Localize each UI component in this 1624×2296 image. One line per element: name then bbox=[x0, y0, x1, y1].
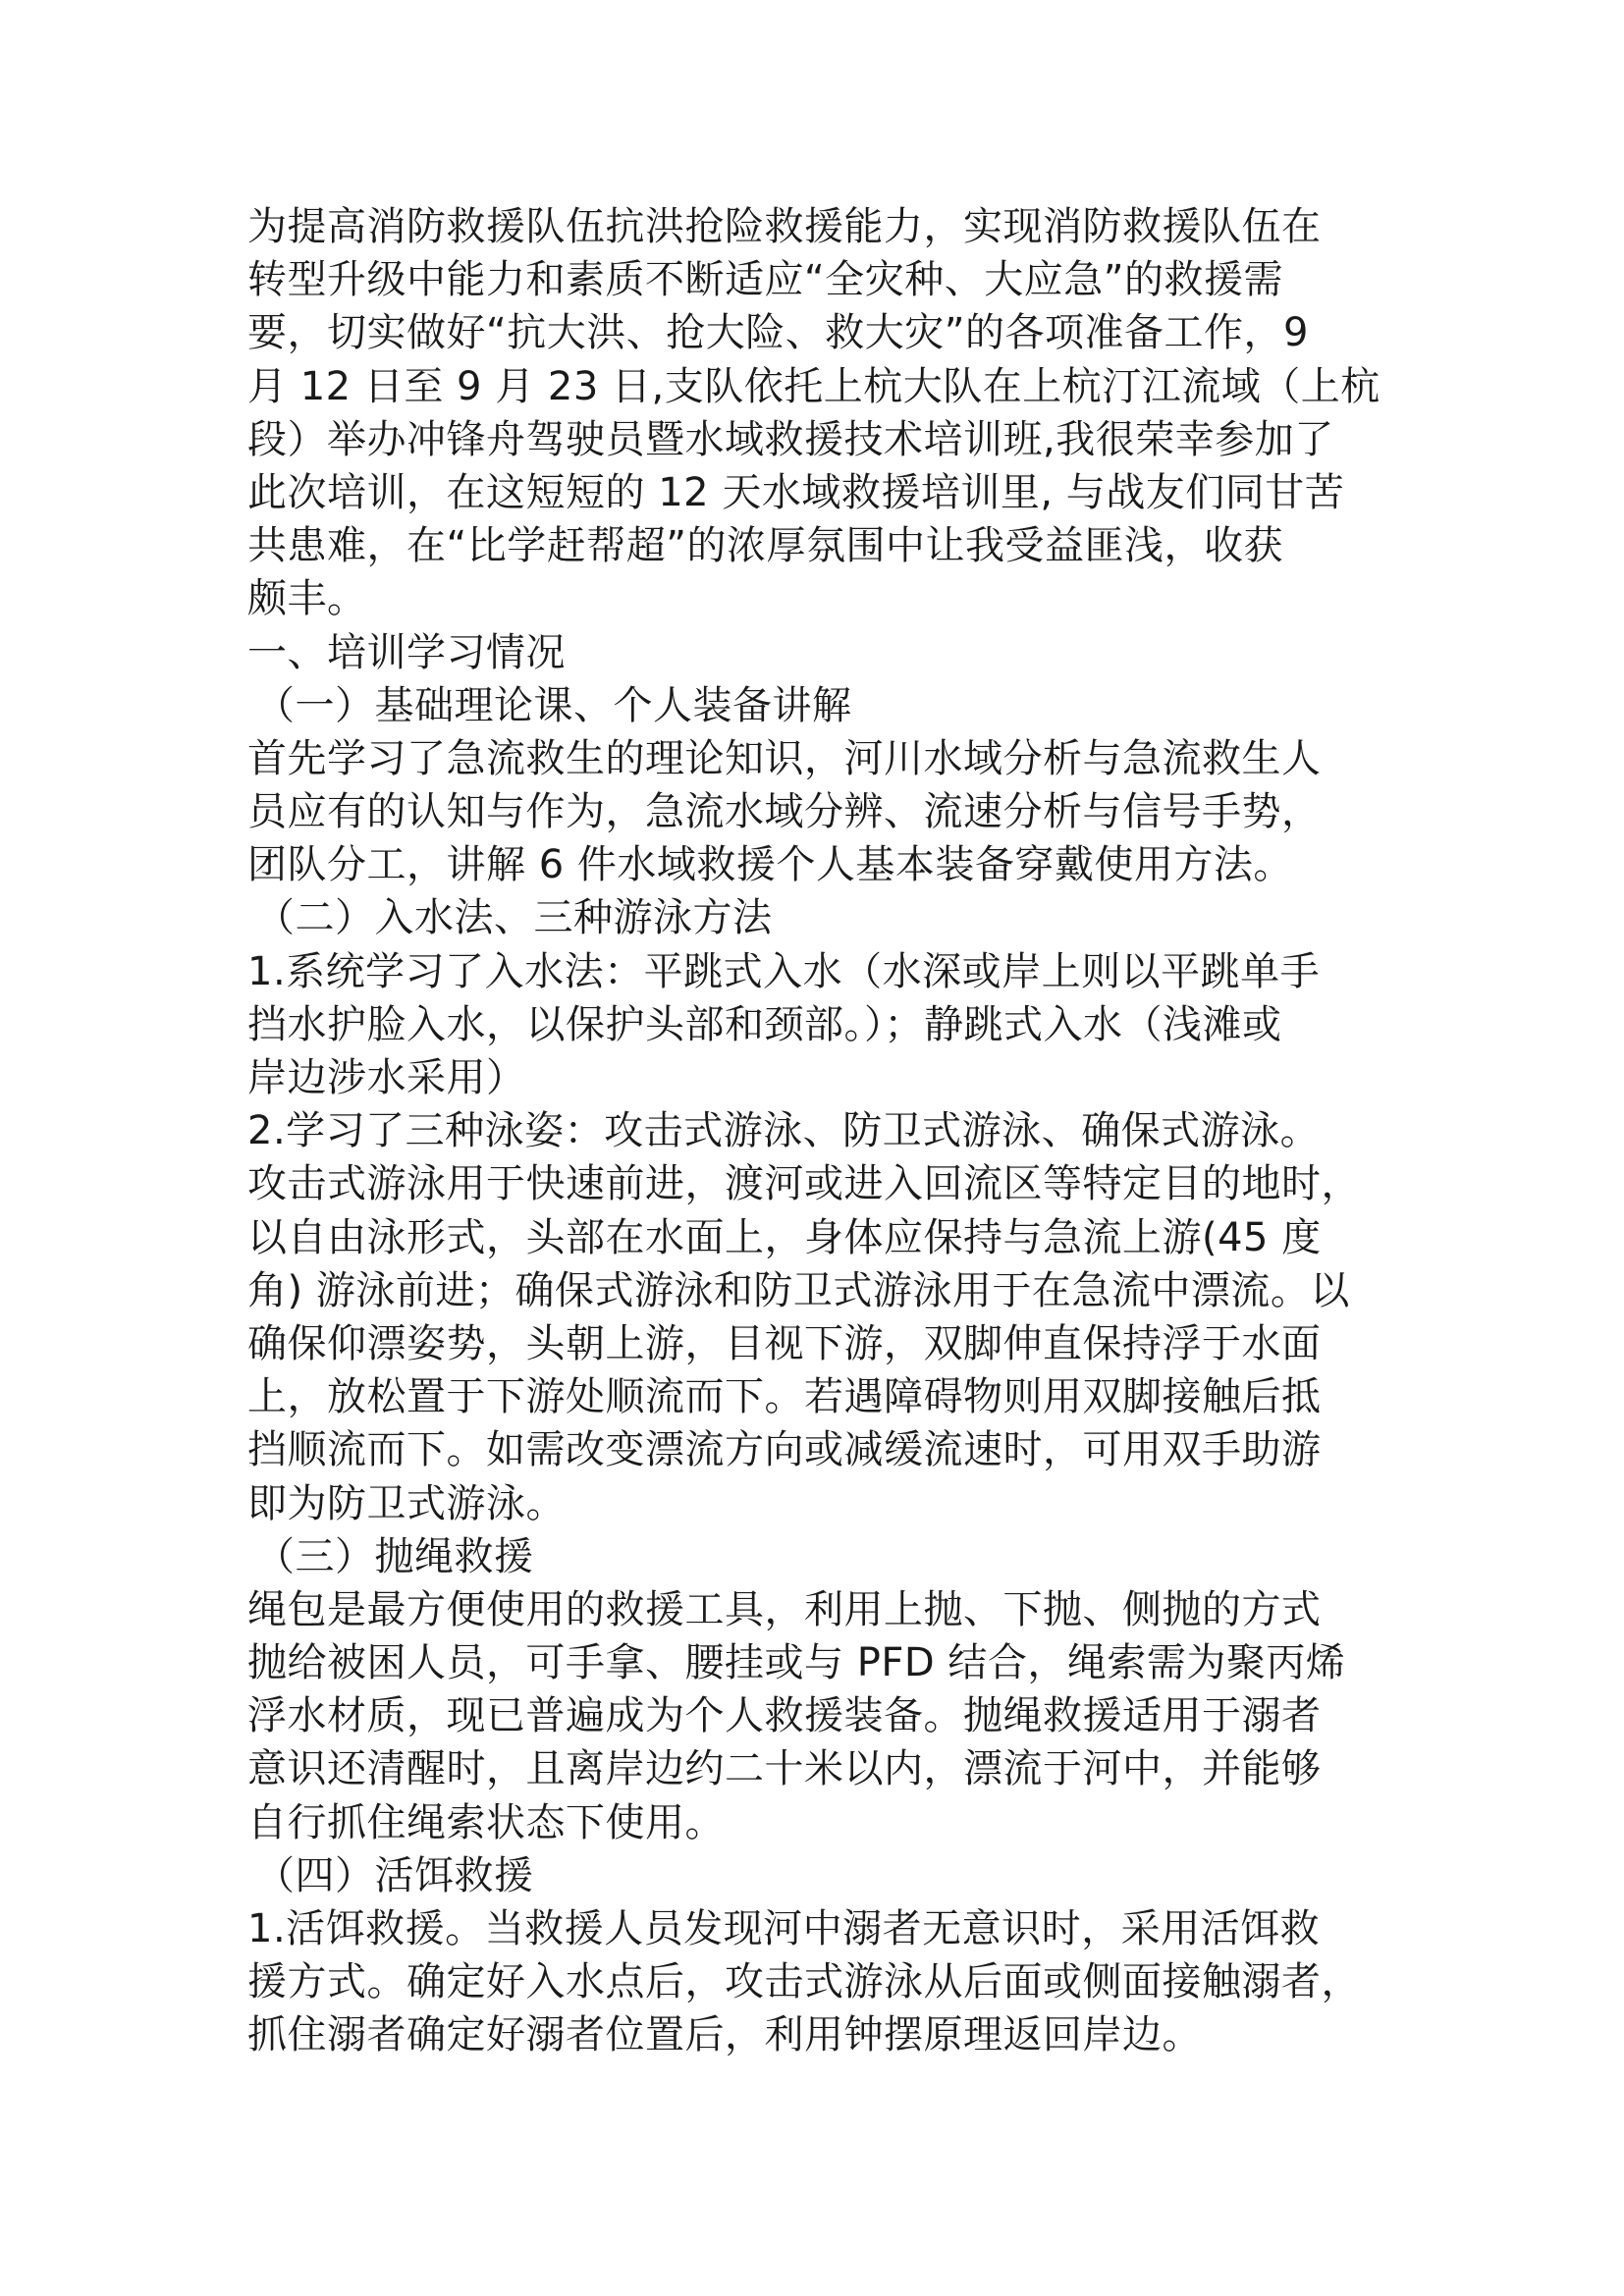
paragraph-line: 员应有的认知与作为，急流水域分辨、流速分析与信号手势， bbox=[247, 789, 1322, 835]
paragraph-line: 岸边涉水采用） bbox=[247, 1055, 526, 1100]
paragraph-line: 即为防卫式游泳。 bbox=[247, 1480, 566, 1526]
subsection-heading: （三）抛绳救援 bbox=[255, 1533, 534, 1579]
paragraph-line: 首先学习了急流救生的理论知识，河川水域分析与急流救生人 bbox=[247, 735, 1322, 781]
subsection-heading: （一）基础理论课、个人装备讲解 bbox=[255, 682, 852, 728]
paragraph-line: 月 12 日至 9 月 23 日,支队依托上杭大队在上杭汀江流域（上杭 bbox=[247, 363, 1380, 409]
paragraph-line: 共患难，在“比学赶帮超”的浓厚氛围中让我受益匪浅，收获 bbox=[247, 523, 1283, 569]
paragraph-line: 挡顺流而下。如需改变漂流方向或减缓流速时，可用双手助游 bbox=[247, 1427, 1322, 1473]
paragraph-line: 抛给被困人员，可手拿、腰挂或与 PFD 结合，绳索需为聚丙烯 bbox=[247, 1640, 1346, 1686]
paragraph-line: 1.系统学习了入水法：平跳式入水（水深或岸上则以平跳单手 bbox=[247, 948, 1321, 994]
paragraph-line: 抓住溺者确定好溺者位置后，利用钟摆原理返回岸边。 bbox=[247, 2012, 1202, 2058]
subsection-heading: （二）入水法、三种游泳方法 bbox=[255, 895, 773, 941]
paragraph-line: 援方式。确定好入水点后，攻击式游泳从后面或侧面接触溺者， bbox=[247, 1959, 1361, 2005]
paragraph-line: 浮水材质，现已普遍成为个人救援装备。抛绳救援适用于溺者 bbox=[247, 1693, 1322, 1739]
paragraph-line: 以自由泳形式，头部在水面上，身体应保持与急流上游(45 度 bbox=[247, 1214, 1322, 1260]
document-body bbox=[247, 200, 1386, 2062]
paragraph-line: 颇丰。 bbox=[247, 576, 367, 622]
paragraph-line: 意识还清醒时，且离岸边约二十米以内，漂流于河中，并能够 bbox=[247, 1746, 1322, 1792]
paragraph-line: 挡水护脸入水，以保护头部和颈部。）；静跳式入水（浅滩或 bbox=[247, 1001, 1282, 1047]
subsection-heading: （四）活饵救援 bbox=[255, 1852, 534, 1898]
paragraph-line: 角) 游泳前进；确保式游泳和防卫式游泳用于在急流中漂流。以 bbox=[247, 1267, 1350, 1313]
paragraph-line: 团队分工，讲解 6 件水域救援个人基本装备穿戴使用方法。 bbox=[247, 842, 1293, 888]
paragraph-line: 段）举办冲锋舟驾驶员暨水域救援技术培训班,我很荣幸参加了 bbox=[247, 416, 1334, 462]
paragraph-line: 自行抓住绳索状态下使用。 bbox=[247, 1799, 725, 1845]
paragraph-line: 1.活饵救援。当救援人员发现河中溺者无意识时，采用活饵救 bbox=[247, 1906, 1321, 1951]
paragraph-line: 2.学习了三种泳姿：攻击式游泳、防卫式游泳、确保式游泳。 bbox=[247, 1108, 1321, 1154]
paragraph-line: 攻击式游泳用于快速前进，渡河或进入回流区等特定目的地时， bbox=[247, 1161, 1361, 1207]
paragraph-line: 绳包是最方便使用的救援工具，利用上抛、下抛、侧抛的方式 bbox=[247, 1586, 1322, 1632]
section-heading: 一、培训学习情况 bbox=[247, 629, 566, 675]
paragraph-line: 转型升级中能力和素质不断适应“全灾种、大应急”的救援需 bbox=[247, 257, 1283, 303]
paragraph-line: 要，切实做好“抗大洪、抢大险、救大灾”的各项准备工作，9 bbox=[247, 310, 1309, 356]
paragraph-line: 此次培训，在这短短的 12 天水域救援培训里, 与战友们同甘苦 bbox=[247, 469, 1345, 515]
paragraph-line: 上，放松置于下游处顺流而下。若遇障碍物则用双脚接触后抵 bbox=[247, 1374, 1322, 1420]
paragraph-line: 为提高消防救援队伍抗洪抢险救援能力，实现消防救援队伍在 bbox=[247, 204, 1322, 249]
paragraph-line: 确保仰漂姿势，头朝上游，目视下游，双脚伸直保持浮于水面 bbox=[247, 1320, 1322, 1366]
